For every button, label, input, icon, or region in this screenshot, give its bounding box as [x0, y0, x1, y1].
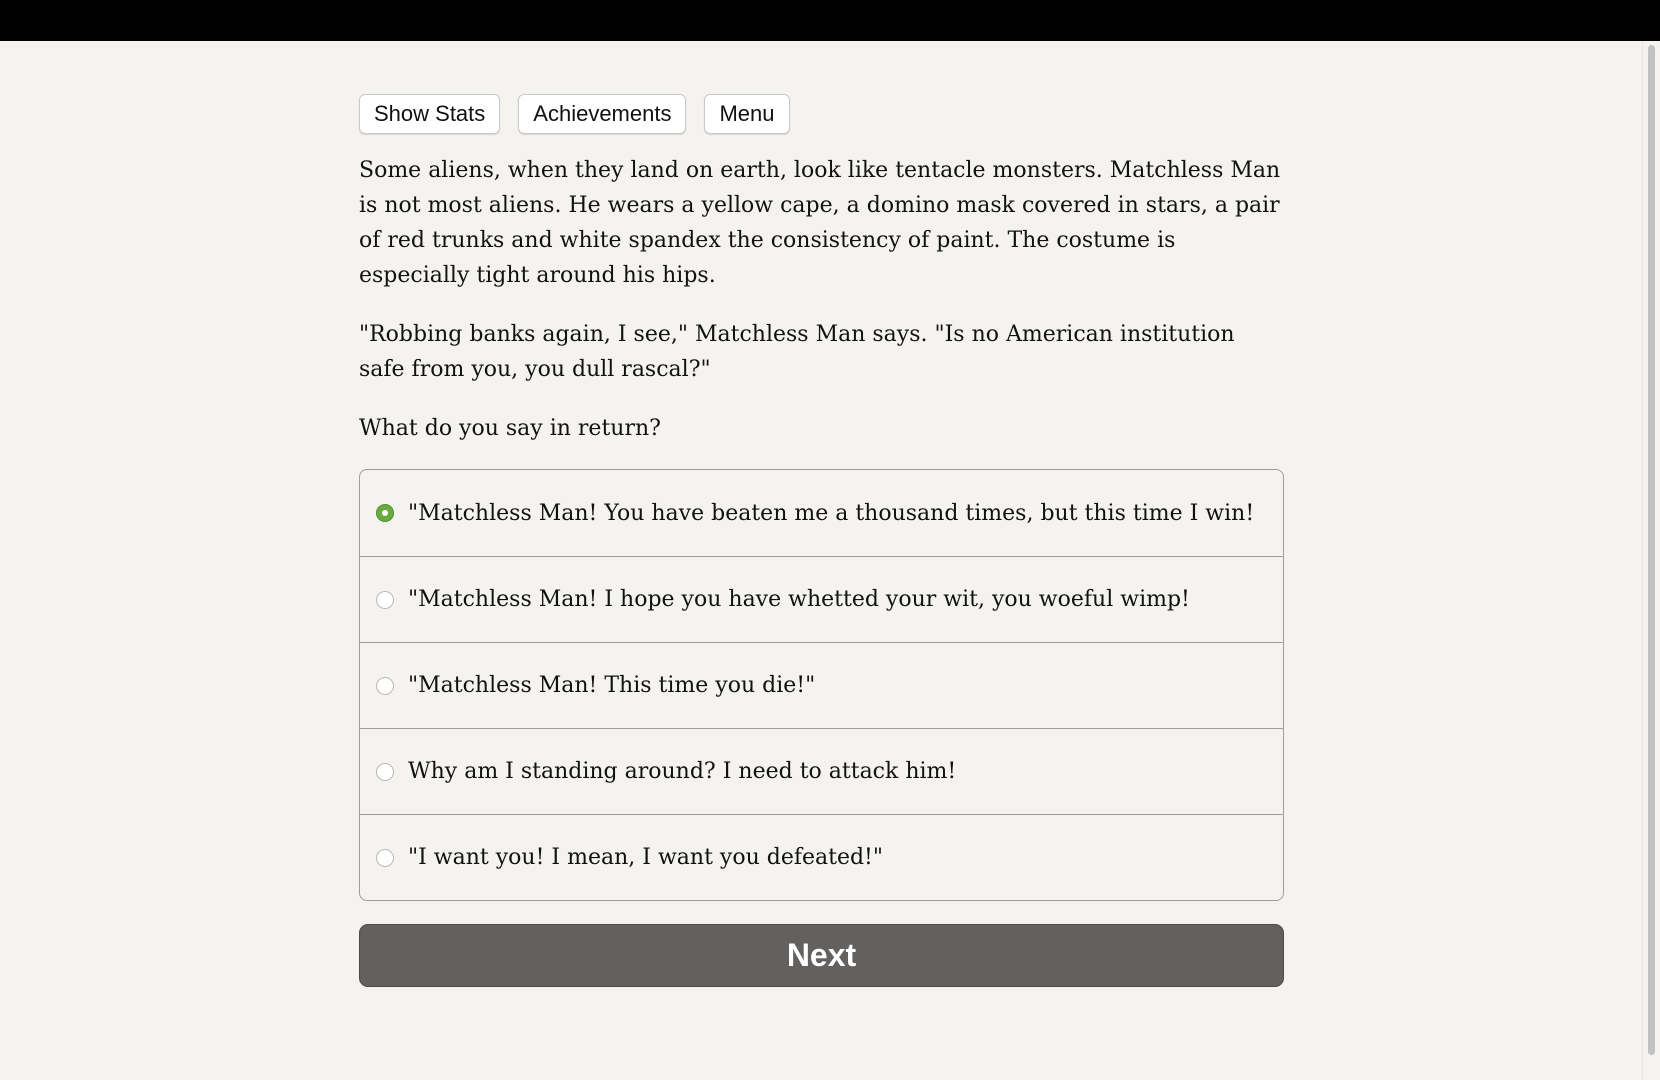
window-top-bar — [0, 0, 1660, 41]
radio-icon[interactable] — [376, 591, 394, 609]
choice-option[interactable] — [360, 556, 1283, 642]
choice-label: "Matchless Man! I hope you have whetted your wit, you woeful wimp! — [408, 587, 1190, 612]
story-paragraph: "Robbing banks again, I see," Matchless Man says. "Is no American institution safe from you, you dull rascal?" — [359, 322, 1235, 382]
choice-label: "Matchless Man! This time you die!" — [408, 673, 816, 698]
story-paragraph: Some aliens, when they land on earth, look like tentacle monsters. Matchless Man is not most aliens. He wears a yellow cape, a domino mask covered in stars, a pair of red trunks and white spandex the consistency of paint. The costume is especially tight around his hips. — [359, 158, 1281, 288]
next-button[interactable]: Next — [359, 924, 1284, 987]
story-text — [359, 153, 1284, 446]
choice-option[interactable] — [360, 470, 1283, 556]
top-button-row — [359, 94, 1284, 133]
show-stats-button[interactable]: Show Stats — [359, 94, 500, 134]
radio-icon[interactable] — [376, 677, 394, 695]
game-content — [359, 94, 1284, 987]
menu-button[interactable]: Menu — [704, 94, 789, 134]
scrollbar[interactable] — [1642, 41, 1660, 1080]
radio-icon[interactable] — [376, 849, 394, 867]
story-prompt: What do you say in return? — [359, 416, 661, 441]
choice-option[interactable] — [360, 728, 1283, 814]
choice-list — [359, 469, 1284, 901]
achievements-button[interactable]: Achievements — [518, 94, 686, 134]
scrollbar-thumb[interactable] — [1648, 45, 1655, 1055]
choice-option[interactable] — [360, 814, 1283, 900]
radio-selected-icon[interactable] — [376, 504, 394, 522]
choice-label: "I want you! I mean, I want you defeated!" — [408, 845, 884, 870]
choice-label: Why am I standing around? I need to attack him! — [408, 759, 957, 784]
choice-label: "Matchless Man! You have beaten me a thousand times, but this time I win! — [408, 500, 1255, 526]
choice-option[interactable] — [360, 642, 1283, 728]
radio-icon[interactable] — [376, 763, 394, 781]
